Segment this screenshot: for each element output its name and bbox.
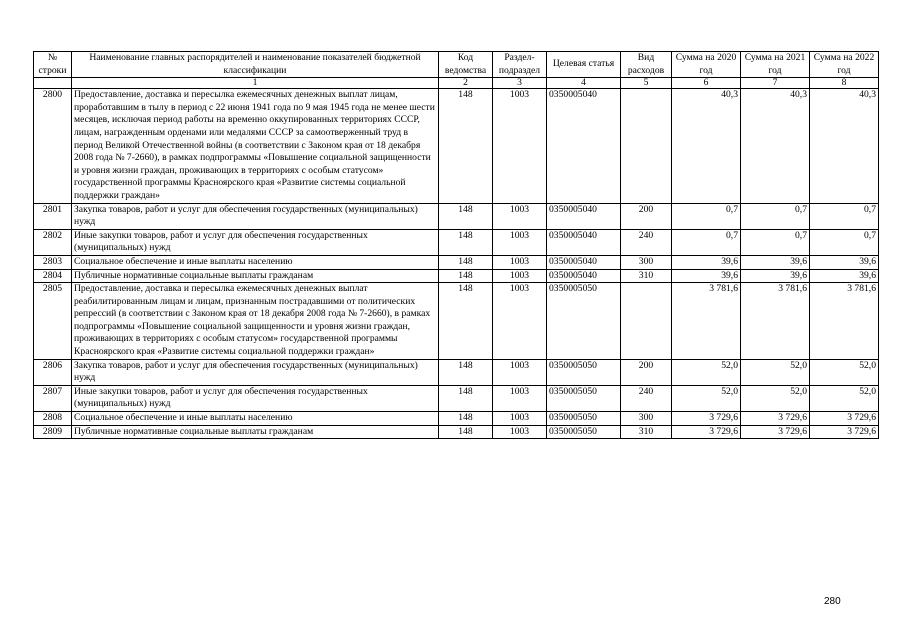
sum-2021-cell: 3 729,6 [741, 412, 810, 426]
row-number-cell: 2803 [34, 255, 72, 269]
row-name-cell: Публичные нормативные социальные выплаты гражданам [72, 269, 439, 283]
section-cell: 1003 [493, 359, 547, 385]
section-cell: 1003 [493, 283, 547, 360]
target-item-cell: 0350005040 [547, 269, 621, 283]
sum-2020-cell: 39,6 [672, 255, 741, 269]
row-number-cell: 2805 [34, 283, 72, 360]
column-number-row [34, 78, 879, 89]
sum-2020-cell: 0,7 [672, 203, 741, 229]
row-name-cell: Социальное обеспечение и иные выплаты населению [72, 412, 439, 426]
department-code-cell: 148 [439, 255, 493, 269]
department-code-cell: 148 [439, 385, 493, 411]
table-row [34, 425, 879, 439]
row-name-cell: Иные закупки товаров, работ и услуг для обеспечения государственных (муниципальных) нужд [72, 229, 439, 255]
target-item-cell: 0350005040 [547, 89, 621, 203]
header-row [34, 52, 879, 78]
target-item-cell: 0350005050 [547, 385, 621, 411]
expense-type-cell [621, 89, 672, 203]
column-number: 5 [621, 78, 672, 89]
target-item-cell: 0350005040 [547, 255, 621, 269]
department-code-cell: 148 [439, 425, 493, 439]
sum-2022-cell: 52,0 [810, 359, 879, 385]
target-item-cell: 0350005050 [547, 425, 621, 439]
expense-type-cell: 300 [621, 255, 672, 269]
column-number: 1 [72, 78, 439, 89]
sum-2021-cell: 3 781,6 [741, 283, 810, 360]
department-code-cell: 148 [439, 203, 493, 229]
sum-2021-cell: 3 729,6 [741, 425, 810, 439]
row-name-cell: Иные закупки товаров, работ и услуг для обеспечения государственных (муниципальных) нужд [72, 385, 439, 411]
row-number-cell: 2808 [34, 412, 72, 426]
budget-table [33, 51, 879, 439]
expense-type-cell [621, 283, 672, 360]
sum-2021-cell: 40,3 [741, 89, 810, 203]
sum-2021-cell: 52,0 [741, 359, 810, 385]
header-expense-type: Вид расходов [621, 52, 672, 78]
table-row [34, 269, 879, 283]
expense-type-cell: 310 [621, 269, 672, 283]
target-item-cell: 0350005050 [547, 359, 621, 385]
table-body [34, 89, 879, 439]
column-number: 7 [741, 78, 810, 89]
sum-2022-cell: 39,6 [810, 269, 879, 283]
sum-2022-cell: 3 781,6 [810, 283, 879, 360]
header-section: Раздел-подраздел [493, 52, 547, 78]
table-row [34, 412, 879, 426]
column-number-empty [34, 78, 72, 89]
department-code-cell: 148 [439, 89, 493, 203]
expense-type-cell: 240 [621, 229, 672, 255]
table-row [34, 203, 879, 229]
table-row [34, 283, 879, 360]
section-cell: 1003 [493, 385, 547, 411]
row-name-cell: Закупка товаров, работ и услуг для обеспечения государственных (муниципальных) нужд [72, 359, 439, 385]
section-cell: 1003 [493, 269, 547, 283]
target-item-cell: 0350005040 [547, 229, 621, 255]
sum-2021-cell: 39,6 [741, 255, 810, 269]
section-cell: 1003 [493, 425, 547, 439]
sum-2021-cell: 39,6 [741, 269, 810, 283]
expense-type-cell: 240 [621, 385, 672, 411]
row-number-cell: 2804 [34, 269, 72, 283]
page-number: 280 [824, 596, 841, 607]
department-code-cell: 148 [439, 269, 493, 283]
table-row [34, 255, 879, 269]
header-row-number: № строки [34, 52, 72, 78]
sum-2020-cell: 52,0 [672, 359, 741, 385]
sum-2020-cell: 3 781,6 [672, 283, 741, 360]
sum-2020-cell: 3 729,6 [672, 412, 741, 426]
row-number-cell: 2807 [34, 385, 72, 411]
sum-2022-cell: 3 729,6 [810, 425, 879, 439]
sum-2020-cell: 39,6 [672, 269, 741, 283]
table-row [34, 385, 879, 411]
section-cell: 1003 [493, 203, 547, 229]
expense-type-cell: 200 [621, 203, 672, 229]
table-row [34, 229, 879, 255]
column-number: 4 [547, 78, 621, 89]
sum-2021-cell: 52,0 [741, 385, 810, 411]
table-row [34, 89, 879, 203]
header-department-code: Код ведомства [439, 52, 493, 78]
row-name-cell: Предоставление, доставка и пересылка ежемесячных денежных выплат реабилитированным лицам и лицам, признанным пострадавшими от политических репрессий (в соответствии с Законом края от 18 декабря 2008 года № 7-2660), в рамках подпрограммы «Повышение социальной защищенности и уровня жизни граждан, проживающих в территориях с особым статусом» государственной программы Красноярского края «Развитие системы социальной поддержки граждан» [72, 283, 439, 360]
expense-type-cell: 200 [621, 359, 672, 385]
header-target-item: Целевая статья [547, 52, 621, 78]
expense-type-cell: 310 [621, 425, 672, 439]
department-code-cell: 148 [439, 412, 493, 426]
sum-2022-cell: 40,3 [810, 89, 879, 203]
table-row [34, 359, 879, 385]
sum-2022-cell: 3 729,6 [810, 412, 879, 426]
sum-2022-cell: 0,7 [810, 203, 879, 229]
row-number-cell: 2802 [34, 229, 72, 255]
sum-2022-cell: 52,0 [810, 385, 879, 411]
expense-type-cell: 300 [621, 412, 672, 426]
row-number-cell: 2801 [34, 203, 72, 229]
sum-2022-cell: 39,6 [810, 255, 879, 269]
column-number: 8 [810, 78, 879, 89]
target-item-cell: 0350005040 [547, 203, 621, 229]
row-name-cell: Закупка товаров, работ и услуг для обеспечения государственных (муниципальных) нужд [72, 203, 439, 229]
row-number-cell: 2806 [34, 359, 72, 385]
target-item-cell: 0350005050 [547, 283, 621, 360]
row-number-cell: 2800 [34, 89, 72, 203]
header-sum-2021: Сумма на 2021 год [741, 52, 810, 78]
department-code-cell: 148 [439, 229, 493, 255]
target-item-cell: 0350005050 [547, 412, 621, 426]
sum-2021-cell: 0,7 [741, 203, 810, 229]
row-name-cell: Социальное обеспечение и иные выплаты населению [72, 255, 439, 269]
department-code-cell: 148 [439, 359, 493, 385]
header-name: Наименование главных распорядителей и наименование показателей бюджетной классификации [72, 52, 439, 78]
sum-2020-cell: 52,0 [672, 385, 741, 411]
section-cell: 1003 [493, 229, 547, 255]
sum-2021-cell: 0,7 [741, 229, 810, 255]
department-code-cell: 148 [439, 283, 493, 360]
header-sum-2022: Сумма на 2022 год [810, 52, 879, 78]
row-name-cell: Публичные нормативные социальные выплаты гражданам [72, 425, 439, 439]
section-cell: 1003 [493, 255, 547, 269]
row-number-cell: 2809 [34, 425, 72, 439]
sum-2020-cell: 40,3 [672, 89, 741, 203]
column-number: 3 [493, 78, 547, 89]
section-cell: 1003 [493, 89, 547, 203]
header-sum-2020: Сумма на 2020 год [672, 52, 741, 78]
section-cell: 1003 [493, 412, 547, 426]
column-number: 2 [439, 78, 493, 89]
sum-2020-cell: 0,7 [672, 229, 741, 255]
sum-2022-cell: 0,7 [810, 229, 879, 255]
row-name-cell: Предоставление, доставка и пересылка ежемесячных денежных выплат лицам, проработавшим в тылу в период с 22 июня 1941 года по 9 мая 1945 года не менее шести месяцев, исключая период работы на временно оккупированных территориях СССР, лицам, награжденным орденами или медалями СССР за самоотверженный труд в период Великой Отечественной войны (в соответствии с Законом края от 18 декабря 2008 года № 7-2660), в рамках подпрограммы «Повышение социальной защищенности и уровня жизни граждан, проживающих в территориях с особым статусом» государственной программы Красноярского края «Развитие системы социальной поддержки граждан» [72, 89, 439, 203]
sum-2020-cell: 3 729,6 [672, 425, 741, 439]
column-number: 6 [672, 78, 741, 89]
